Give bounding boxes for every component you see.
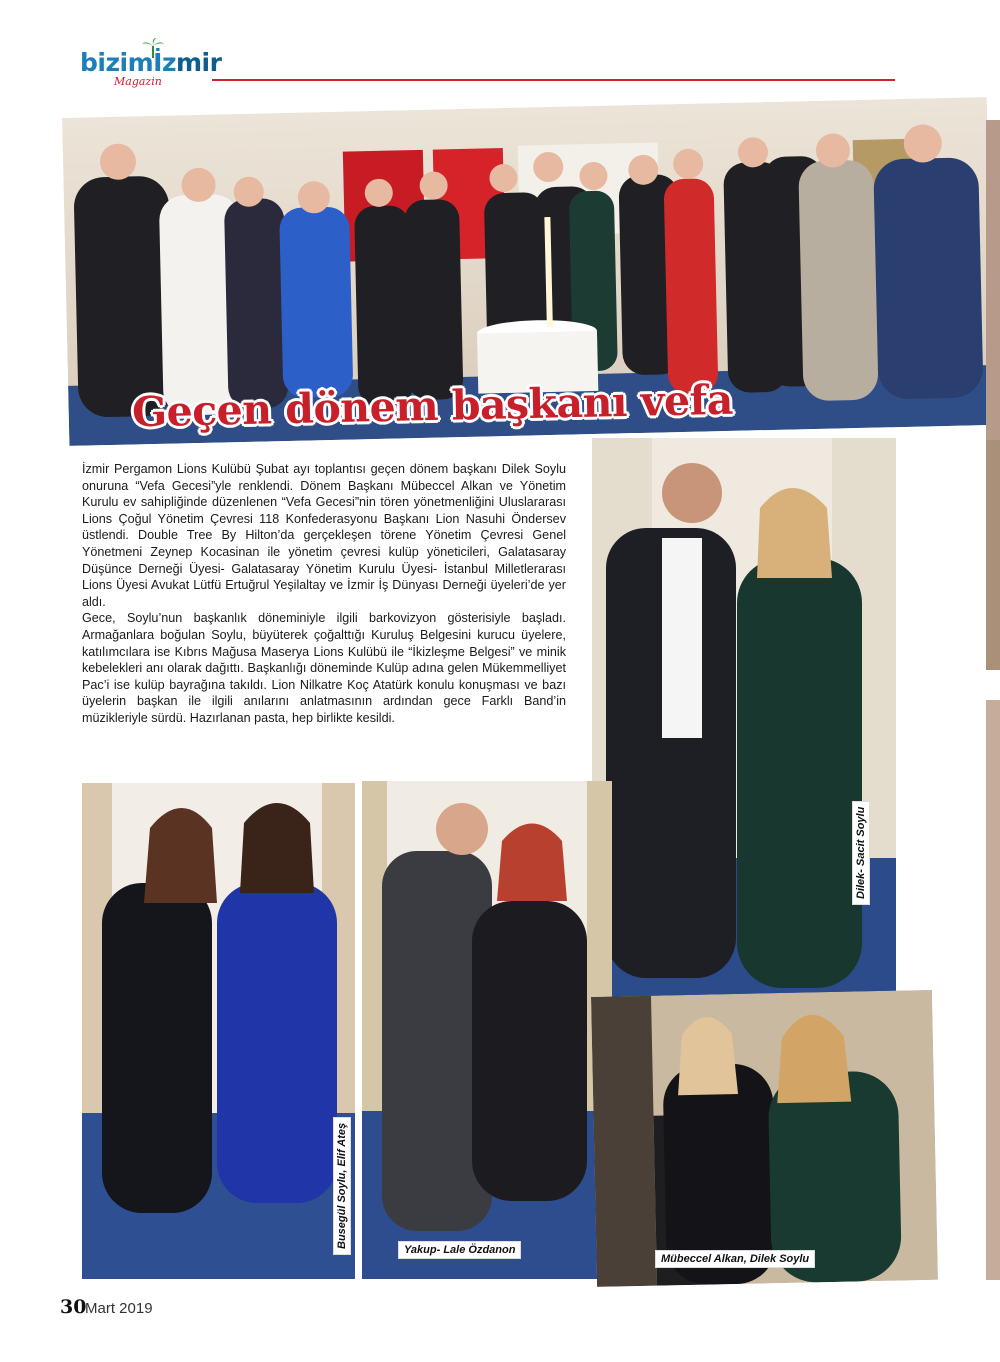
pair-photo [362,781,612,1279]
page-number: 30 [60,1296,87,1318]
article-paragraph: Gece, Soylu’nun başkanlık döneminiyle ilgili barkovizyon gösterisiyle başladı. Armağanlara boğulan Soylu, büyüterek çoğalttığı Kuruluş Belgesini kurucu üyelere, katılımcılara ise Kıbrıs Mağusa Maserya Lions Kulübü ile “İkizleşme Belgesi” ve minik kebelekleri anı olarak dağıttı. Başkanlığı döneminde Kulüp adına gelen Mükemmelliyet Pac’i ise kulüp bayrağına takıldı. Lion Nilkatre Koç Atatürk konulu konuşması ve bazı üyelerin başkan ile ilgili anılarını anlatmasının ardından gece Farklı Band’in müzikleriyle sürdü. Hazırlanan pasta, hep birlikte kesildi. [82,611,566,725]
caption-pair: Yakup- Lale Özdanon [398,1241,521,1259]
pin-ceremony-photo [591,990,938,1287]
article-body [82,461,566,727]
palm-tree-icon [142,38,164,58]
brand-subtitle: Magazin [114,75,162,88]
brand-wordmark: bizimİzmir [80,48,222,77]
page-edge-photo-low [986,700,1000,1280]
caption-pin: Mübeccel Alkan, Dilek Soylu [655,1250,815,1268]
article-paragraph: İzmir Pergamon Lions Kulübü Şubat ayı toplantısı geçen dönem başkanı Dilek Soylu onuruna “Vefa Gecesi”yle renklendi. Dönem Başkanı Mübeccel Alkan ve Yönetim Kurulu ev sahipliğinde düzenlenen “Vefa Gecesi”nin tören yönetmenliğini Uluslararası Lions Çoğul Yönetim Çevresi 118 Konfederasyonu Başkanı Lion Nasuhi Öndersev üstlendi. Double Tree By Hilton’da gerçekleşen törene Yönetim Çevresi Genel Yönetmeni Zeynep Kocasinan ile yönetim çevresi kulüp yöneticileri, Galatasaray Düşünce Derneği Üyesi- Galatasaray Yönetim Kurulu Üyesi- İstanbul Milletlerarası Lions Üyesi Avukat Lütfü Ertuğrul Yeşilaltay ve İzmir İş Dünyası Derneği üyeleri’de yer aldı. [82,462,566,609]
header-divider [212,79,895,81]
masthead-logo [80,44,220,92]
page-edge-photo-mid [986,440,1000,670]
women-photo [82,783,355,1279]
caption-couple: Dilek- Sacit Soylu [852,801,870,905]
article-title: Geçen dönem başkanı vefa [131,375,734,437]
page-edge-photo-top [986,120,1000,440]
issue-date: Mart 2019 [85,1300,153,1317]
couple-photo [592,438,896,1010]
caption-women: Busegül Soylu, Elif Ateş [333,1117,351,1255]
